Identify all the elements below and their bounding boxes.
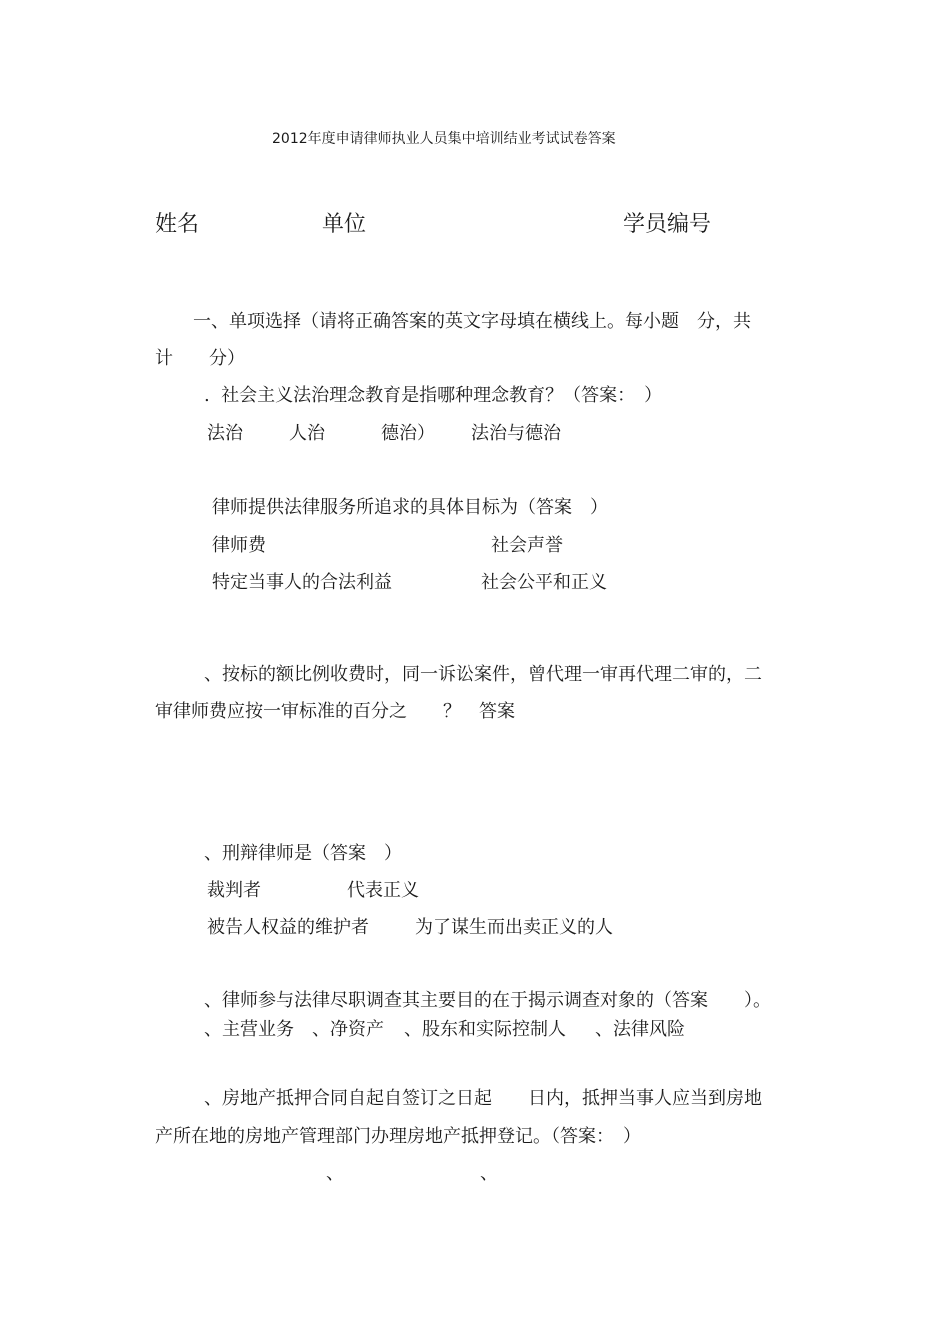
q1-option-d: 法治与德治 bbox=[471, 423, 561, 444]
q2-option-d: 社会公平和正义 bbox=[481, 572, 607, 593]
section-heading-cont: 计 分） bbox=[155, 348, 245, 369]
q4-option-c: 被告人权益的维护者 bbox=[207, 917, 369, 938]
q5-option-b: 、净资产 bbox=[312, 1019, 384, 1040]
question-6-stem: 、房地产抵押合同自起自签订之日起 日内，抵押当事人应当到房地 bbox=[204, 1088, 762, 1109]
document-title: 2012年度申请律师执业人员集中培训结业考试试卷答案 bbox=[272, 131, 616, 147]
q5-option-c: 、股东和实际控制人 bbox=[404, 1019, 566, 1040]
q5-option-d: 、法律风险 bbox=[595, 1019, 685, 1040]
name-label: 姓名 bbox=[155, 212, 200, 237]
q1-option-a: 法治 bbox=[207, 423, 243, 444]
q4-option-d: 为了谋生而出卖正义的人 bbox=[415, 917, 613, 938]
question-3-stem: 、按标的额比例收费时，同一诉讼案件，曾代理一审再代理二审的，二 bbox=[204, 664, 762, 685]
unit-label: 单位 bbox=[322, 212, 367, 237]
q4-option-b: 代表正义 bbox=[347, 880, 419, 901]
q1-option-c: 德治） bbox=[381, 423, 435, 444]
q5-option-a: 、主营业务 bbox=[204, 1019, 294, 1040]
question-1-stem: . 社会主义法治理念教育是指哪种理念教育？（答案： ） bbox=[204, 385, 663, 406]
student-id-label: 学员编号 bbox=[623, 212, 712, 237]
q6-option-separator: 、 bbox=[480, 1163, 498, 1184]
question-2-stem: 律师提供法律服务所追求的具体目标为（答案 ） bbox=[212, 497, 608, 518]
q1-option-b: 人治 bbox=[289, 423, 325, 444]
question-5-stem: 、律师参与法律尽职调查其主要目的在于揭示调查对象的（答案 ）。 bbox=[204, 990, 771, 1011]
q6-option-separator: 、 bbox=[326, 1163, 344, 1184]
q2-option-b: 社会声誉 bbox=[491, 535, 563, 556]
question-4-stem: 、刑辩律师是（答案 ） bbox=[204, 843, 402, 864]
section-heading: 一、单项选择（请将正确答案的英文字母填在横线上。每小题 分，共 bbox=[193, 311, 751, 332]
question-6-stem-cont: 产所在地的房地产管理部门办理房地产抵押登记。（答案： ） bbox=[155, 1126, 641, 1147]
q4-option-a: 裁判者 bbox=[207, 880, 261, 901]
question-3-stem-cont: 审律师费应按一审标准的百分之 ？ 答案 bbox=[155, 701, 515, 722]
q2-option-a: 律师费 bbox=[212, 535, 266, 556]
q2-option-c: 特定当事人的合法利益 bbox=[212, 572, 392, 593]
